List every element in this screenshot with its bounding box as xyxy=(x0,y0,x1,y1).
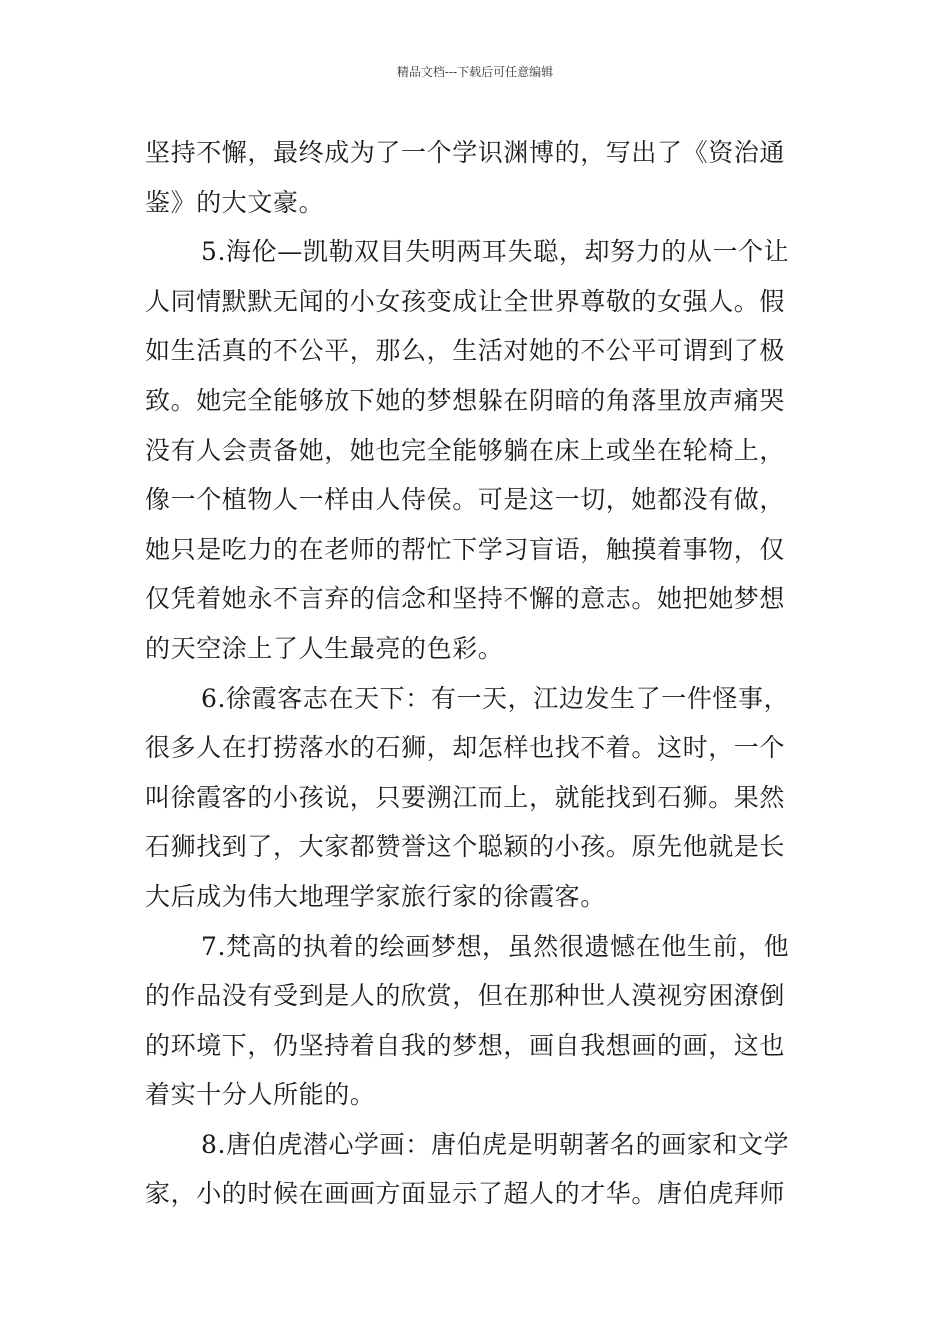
page-header: 精品文档---下载后可任意编辑 xyxy=(396,65,554,79)
text-line: 大后成为伟大地理学家旅行家的徐霞客。 xyxy=(145,881,606,911)
paragraph-start-line: 8.唐伯虎潜心学画：唐伯虎是明朝著名的画家和文学 xyxy=(201,1129,790,1159)
text-line: 的天空涂上了人生最亮的色彩。 xyxy=(145,633,504,663)
document-body xyxy=(145,128,807,1219)
text-line: 如生活真的不公平，那么，生活对她的不公平可谓到了极 xyxy=(145,336,786,366)
text-line: 叫徐霞客的小孩说，只要溯江而上，就能找到石狮。果然 xyxy=(145,782,786,812)
text-line: 人同情默默无闻的小女孩变成让全世界尊敬的女强人。假 xyxy=(145,286,786,316)
text-line: 的环境下，仍坚持着自我的梦想，画自我想画的画，这也 xyxy=(145,1030,786,1060)
paragraph-start-line: 7.梵高的执着的绘画梦想，虽然很遗憾在他生前，他 xyxy=(201,931,790,961)
text-line: 很多人在打捞落水的石狮，却怎样也找不着。这时，一个 xyxy=(145,733,786,763)
text-line: 像一个植物人一样由人侍侯。可是这一切，她都没有做， xyxy=(145,485,786,515)
text-line: 着实十分人所能的。 xyxy=(145,1080,376,1110)
paragraph-start-line: 6.徐霞客志在天下：有一天，江边发生了一件怪事， xyxy=(201,683,790,713)
text-line: 的作品没有受到是人的欣赏，但在那种世人漠视穷困潦倒 xyxy=(145,981,786,1011)
text-line: 石狮找到了，大家都赞誉这个聪颖的小孩。原先他就是长 xyxy=(145,832,786,862)
text-line: 鉴》的大文豪。 xyxy=(145,187,325,217)
text-line: 没有人会责备她，她也完全能够躺在床上或坐在轮椅上， xyxy=(145,435,786,465)
text-line: 家，小的时候在画画方面显示了超人的才华。唐伯虎拜师 xyxy=(145,1179,786,1209)
text-line: 仅凭着她永不言弃的信念和坚持不懈的意志。她把她梦想 xyxy=(145,584,786,614)
text-line: 致。她完全能够放下她的梦想躲在阴暗的角落里放声痛哭 xyxy=(145,385,786,415)
paragraph-start-line: 5.海伦—凯勒双目失明两耳失聪，却努力的从一个让 xyxy=(201,237,790,267)
text-line: 坚持不懈，最终成为了一个学识渊博的，写出了《资治通 xyxy=(145,138,786,167)
text-line: 她只是吃力的在老师的帮忙下学习盲语，触摸着事物，仅 xyxy=(145,534,786,564)
